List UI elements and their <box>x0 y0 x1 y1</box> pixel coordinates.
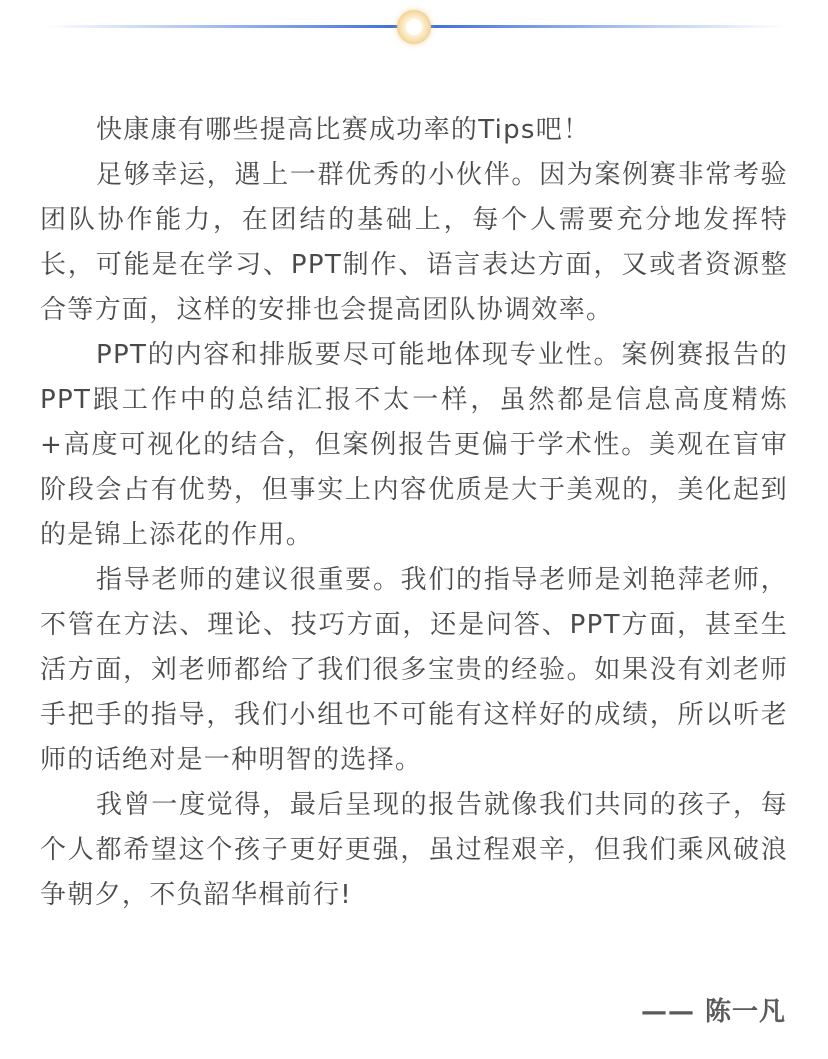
paragraph-ppt: PPT的内容和排版要尽可能地体现专业性。案例赛报告的PPT跟工作中的总结汇报不太一样，虽然都是信息高度精炼+高度可视化的结合，但案例报告更偏于学术性。美观在盲审阶段会占有优势，但事实上内容优质是大于美观的，美化起到的是锦上添花的作用。 <box>40 340 788 550</box>
paragraph-teamwork: 足够幸运，遇上一群优秀的小伙伴。因为案例赛非常考验团队协作能力，在团结的基础上，每个人需要充分地发挥特长，可能是在学习、PPT制作、语言表达方面，又或者资源整合等方面，这样的安排也会提高团队协调效率。 <box>40 160 788 325</box>
paragraph-intro: 快康康有哪些提高比赛成功率的Tips吧！ <box>96 115 591 145</box>
author-signature: —— 陈一凡 <box>640 997 786 1027</box>
top-decorative-divider <box>0 0 828 56</box>
paragraph-closing: 我曾一度觉得，最后呈现的报告就像我们共同的孩子，每个人都希望这个孩子更好更强，虽过程艰辛，但我们乘风破浪争朝夕，不负韶华楫前行! <box>40 790 788 910</box>
divider-line-left <box>44 25 400 28</box>
article-body <box>40 108 788 918</box>
divider-line-right <box>428 25 784 28</box>
paragraph-advisor: 指导老师的建议很重要。我们的指导老师是刘艳萍老师，不管在方法、理论、技巧方面，还是问答、PPT方面，甚至生活方面，刘老师都给了我们很多宝贵的经验。如果没有刘老师手把手的指导，我们小组也不可能有这样好的成绩，所以听老师的话绝对是一种明智的选择。 <box>40 565 788 775</box>
divider-orb-icon <box>397 10 431 44</box>
